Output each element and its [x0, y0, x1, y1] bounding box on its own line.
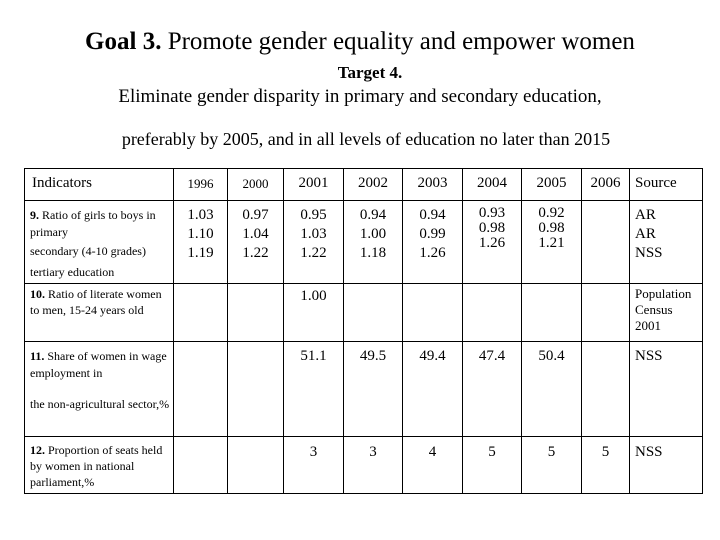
indicator-11-text-b: the non-agricultural sector,%: [30, 397, 170, 411]
r11-2005: 50.4: [522, 342, 582, 437]
r10-source-line-1: Population: [635, 286, 692, 301]
indicator-9-number: 9.: [30, 208, 39, 222]
r10-1996: [174, 284, 228, 342]
r9-2003-primary: 0.94: [419, 207, 446, 223]
table-row: [25, 342, 703, 437]
r9-2005-primary: 0.92: [538, 205, 565, 221]
r10-2000: [228, 284, 284, 342]
r12-2004: 5: [463, 437, 522, 494]
r9-2001: [284, 201, 344, 284]
r9-2005-secondary: 0.98: [538, 220, 565, 236]
r9-2003-secondary: 0.99: [419, 226, 446, 242]
indicator-9-label: [25, 201, 174, 284]
header-indicators: Indicators: [25, 169, 174, 201]
r10-2001: 1.00: [284, 284, 344, 342]
r9-source-primary: AR: [635, 207, 656, 223]
header-source: Source: [630, 169, 703, 201]
r10-2002: [344, 284, 403, 342]
r12-2006: 5: [582, 437, 630, 494]
r9-2004-secondary: 0.98: [478, 220, 506, 236]
r9-2005-tertiary: 1.21: [538, 235, 565, 251]
header-2005: 2005: [522, 169, 582, 201]
r11-2000: [228, 342, 284, 437]
r9-2005: [522, 201, 582, 284]
r9-1996: [174, 201, 228, 284]
goal-text: Promote gender equality and empower women: [161, 28, 635, 55]
r9-2002-primary: 0.94: [359, 207, 387, 223]
r12-source: NSS: [630, 437, 703, 494]
indicator-10-number: 10.: [30, 287, 45, 301]
r9-2000-primary: 0.97: [242, 207, 269, 223]
header-2006: 2006: [582, 169, 630, 201]
indicators-table: [24, 168, 703, 494]
table-row: [25, 201, 703, 284]
r11-2006: [582, 342, 630, 437]
target-heading: Target 4.: [337, 63, 403, 82]
table-row: [25, 284, 703, 342]
r12-2002: 3: [344, 437, 403, 494]
target-line-2: preferably by 2005, and in all levels of education no later than 2015: [121, 129, 611, 149]
target-line-1: Eliminate gender disparity in primary and secondary education,: [118, 86, 602, 107]
header-2000: 2000: [228, 169, 284, 201]
r9-source: [630, 201, 703, 284]
indicator-12-number: 12.: [30, 443, 45, 457]
r11-1996: [174, 342, 228, 437]
goal-heading: [0, 28, 720, 56]
r9-1996-tertiary: 1.19: [187, 245, 214, 261]
r10-source-line-3: 2001: [635, 318, 661, 333]
r9-2002-tertiary: 1.18: [359, 245, 387, 261]
indicator-11-number: 11.: [30, 349, 45, 363]
r9-2004-tertiary: 1.26: [478, 235, 506, 251]
r9-2000: [228, 201, 284, 284]
r12-1996: [174, 437, 228, 494]
r9-2001-primary: 0.95: [300, 207, 327, 223]
indicator-9-text-b: secondary (4-10 grades): [30, 244, 146, 258]
indicator-12-label: [25, 437, 174, 494]
indicator-9-text-c: tertiary education: [30, 265, 115, 279]
r9-source-tertiary: NSS: [635, 245, 663, 261]
goal-label: Goal 3.: [85, 28, 162, 55]
r11-2003: 49.4: [403, 342, 463, 437]
r12-2005: 5: [522, 437, 582, 494]
indicator-11-label: [25, 342, 174, 437]
r9-1996-secondary: 1.10: [187, 226, 214, 242]
r10-2006: [582, 284, 630, 342]
r9-2001-secondary: 1.03: [300, 226, 327, 242]
r11-2001: 51.1: [284, 342, 344, 437]
r9-2000-secondary: 1.04: [242, 226, 269, 242]
r11-2002: 49.5: [344, 342, 403, 437]
header-2004: 2004: [463, 169, 522, 201]
table-header-row: [25, 169, 703, 201]
r10-2005: [522, 284, 582, 342]
header-2001: 2001: [284, 169, 344, 201]
r10-2003: [403, 284, 463, 342]
r9-2002: [344, 201, 403, 284]
r9-2004-primary: 0.93: [478, 205, 506, 221]
r9-2003: [403, 201, 463, 284]
header-1996: 1996: [174, 169, 228, 201]
r9-source-secondary: AR: [635, 226, 656, 242]
r10-source: [630, 284, 703, 342]
r9-2000-tertiary: 1.22: [242, 245, 269, 261]
r9-1996-primary: 1.03: [187, 207, 214, 223]
r12-2003: 4: [403, 437, 463, 494]
indicator-9-text-a: Ratio of girls to boys in primary: [30, 208, 156, 239]
table-row: [25, 437, 703, 494]
header-2002: 2002: [344, 169, 403, 201]
indicator-10-label: [25, 284, 174, 342]
r9-2003-tertiary: 1.26: [419, 245, 446, 261]
r11-2004: 47.4: [463, 342, 522, 437]
r12-2001: 3: [284, 437, 344, 494]
r10-source-line-2: Census: [635, 302, 673, 317]
r12-2000: [228, 437, 284, 494]
indicator-10-text: Ratio of literate women to men, 15-24 years old: [30, 287, 162, 317]
r9-2002-secondary: 1.00: [359, 226, 387, 242]
indicator-11-text-a: Share of women in wage employment in: [30, 349, 167, 380]
r9-2004: [463, 201, 522, 284]
r9-2001-tertiary: 1.22: [300, 245, 327, 261]
r9-2006: [582, 201, 630, 284]
r10-2004: [463, 284, 522, 342]
indicator-12-text: Proportion of seats held by women in national parliament,%: [30, 443, 163, 489]
r11-source: NSS: [630, 342, 703, 437]
header-2003: 2003: [403, 169, 463, 201]
